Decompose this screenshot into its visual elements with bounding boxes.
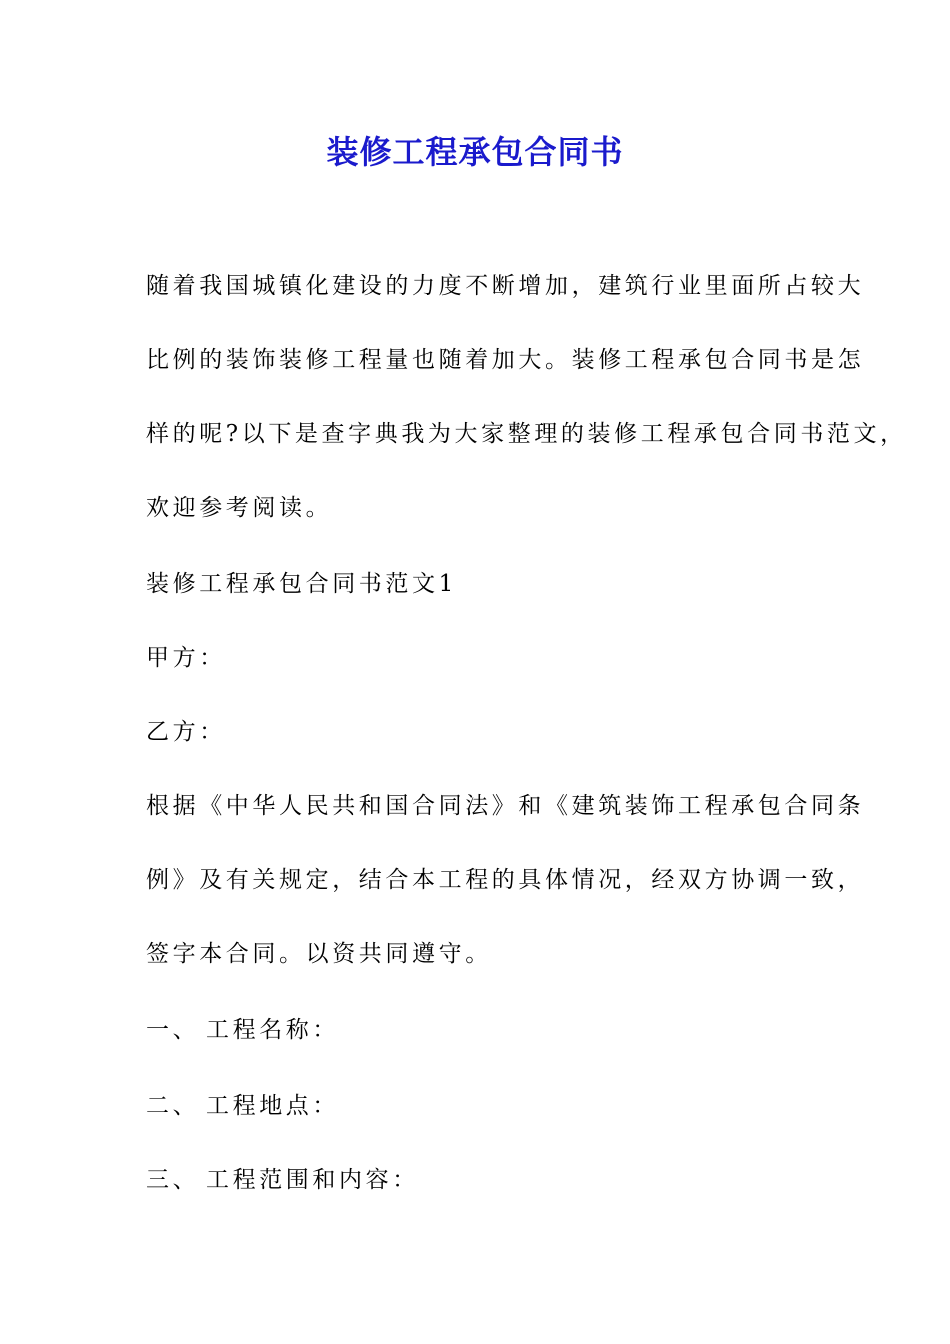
party-a-label: 甲方：: [146, 645, 226, 671]
clause-2: [146, 1088, 836, 1124]
preamble-line-2: 例》及有关规定，结合本工程的具体情况，经双方协调一致，: [146, 867, 865, 893]
intro-line-3: 样的呢?以下是查字典我为大家整理的装修工程承包合同书范文，: [146, 421, 907, 447]
clause-text: 工程名称：: [206, 1017, 339, 1043]
clause-text: 工程范围和内容：: [206, 1167, 419, 1193]
preamble-line-1: 根据《中华人民共和国合同法》和《建筑装饰工程承包合同条: [146, 793, 865, 819]
clause-1: [146, 1012, 836, 1048]
party-b-label: 乙方：: [146, 719, 226, 745]
preamble-line-3: 签字本合同。以资共同遵守。: [146, 941, 492, 967]
document-title: 装修工程承包合同书: [326, 133, 624, 171]
intro-line-4: 欢迎参考阅读。: [146, 495, 333, 521]
clause-text: 工程地点：: [206, 1093, 339, 1119]
clause-number: 三、: [146, 1167, 200, 1193]
intro-line-2: 比例的装饰装修工程量也随着加大。装修工程承包合同书是怎: [146, 347, 865, 373]
intro-line-1: 随着我国城镇化建设的力度不断增加，建筑行业里面所占较大: [146, 273, 865, 299]
clause-3: [146, 1162, 836, 1198]
section-heading: 装修工程承包合同书范文1: [146, 571, 457, 597]
clause-number: 一、: [146, 1017, 200, 1043]
clause-number: 二、: [146, 1093, 200, 1119]
